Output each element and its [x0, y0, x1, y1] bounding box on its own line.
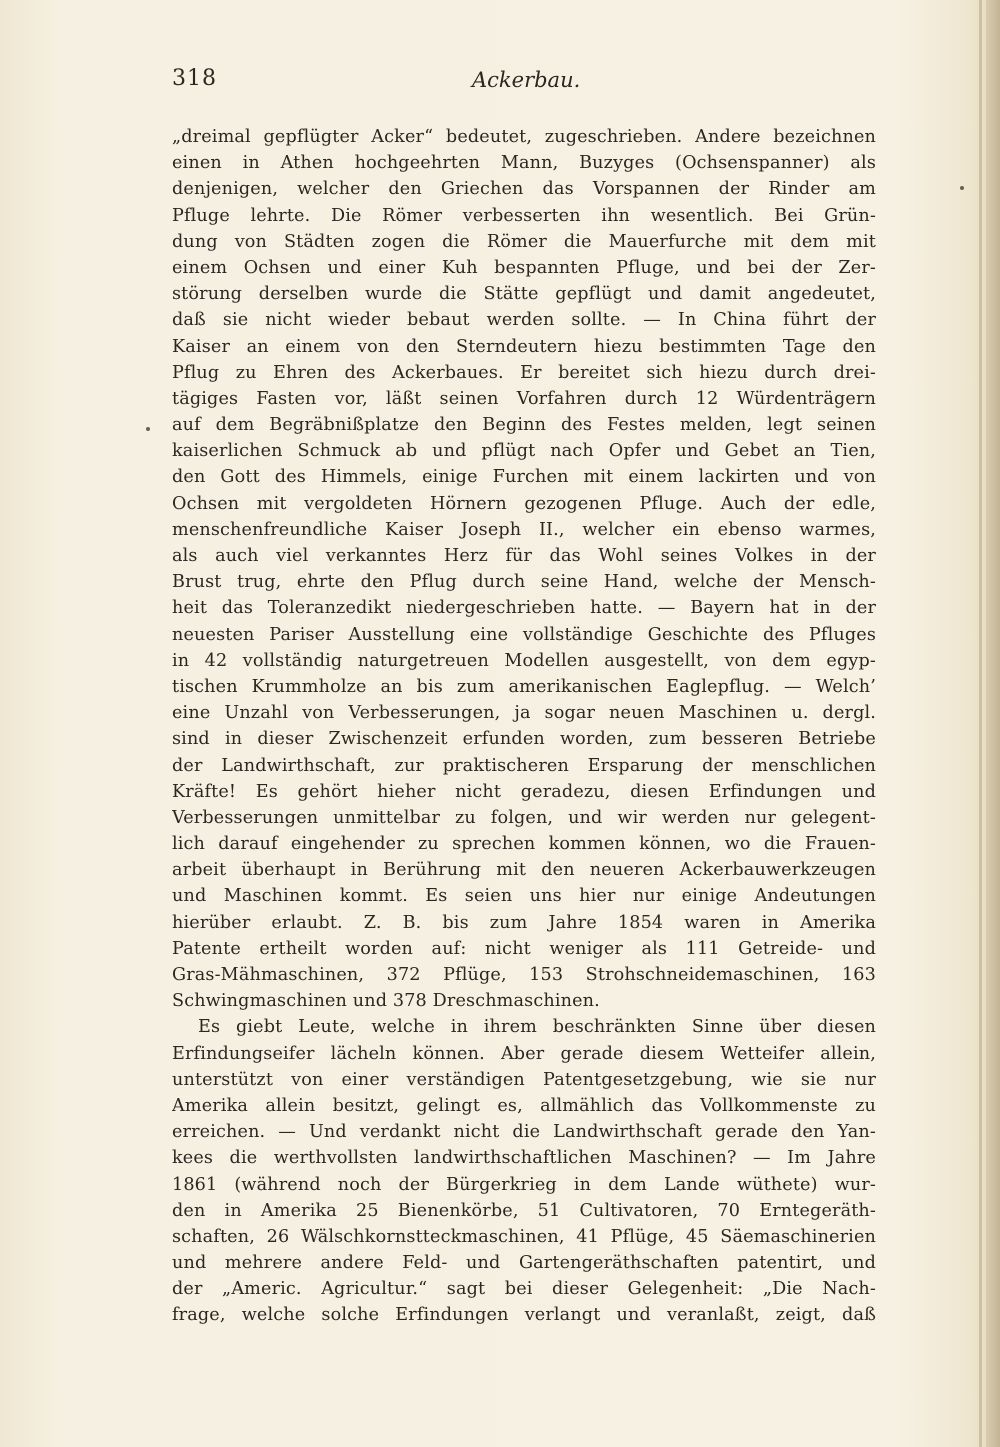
text-line: auf dem Begräbnißplatze den Beginn des Festes melden, legt seinen: [172, 415, 876, 436]
text-line: schaften, 26 Wälschkornstteckmaschinen, 41 Pflüge, 45 Säemaschinerien: [172, 1226, 876, 1247]
text-line: Verbesserungen unmittelbar zu folgen, und wir werden nur gelegent-: [172, 807, 876, 828]
text-line: den Gott des Himmels, einige Furchen mit einem lackirten und von: [172, 467, 876, 488]
text-line: Ochsen mit vergoldeten Hörnern gezogenen Pfluge. Auch der edle,: [172, 493, 876, 514]
text-line: hierüber erlaubt. Z. B. bis zum Jahre 1854 waren in Amerika: [172, 912, 876, 933]
text-line: in 42 vollständig naturgetreuen Modellen ausgestellt, von dem egyp-: [172, 650, 876, 671]
text-line: Erfindungseifer lächeln können. Aber gerade diesem Wetteifer allein,: [172, 1043, 876, 1064]
text-line: störung derselben wurde die Stätte gepflügt und damit angedeutet,: [172, 284, 876, 305]
text-line: einen in Athen hochgeehrten Mann, Buzyges (Ochsenspanner) als: [172, 153, 876, 174]
text-line: Gras-Mähmaschinen, 372 Pflüge, 153 Strohschneidemaschinen, 163: [172, 965, 876, 985]
text-line: menschenfreundliche Kaiser Joseph II., welcher ein ebenso warmes,: [172, 519, 876, 540]
margin-speck: [146, 427, 150, 431]
body-text: [172, 124, 876, 1329]
page-gutter-line: [979, 0, 982, 1447]
text-line: Amerika allein besitzt, gelingt es, allmählich das Vollkommenste zu: [172, 1095, 876, 1116]
text-line: heit das Toleranzedikt niedergeschrieben hatte. — Bayern hat in der: [172, 598, 876, 619]
text-line: der Landwirthschaft, zur praktischeren Ersparung der menschlichen: [172, 755, 876, 776]
text-line: frage, welche solche Erfindungen verlangt und veranlaßt, zeigt, daß: [172, 1305, 876, 1326]
page-number: 318: [172, 66, 217, 91]
text-line: Kräfte! Es gehört hieher nicht geradezu, diesen Erfindungen und: [172, 781, 876, 802]
text-line: als auch viel verkanntes Herz für das Wohl seines Volkes in der: [172, 546, 876, 566]
text-line: Pfluge lehrte. Die Römer verbesserten ihn wesentlich. Bei Grün-: [172, 205, 876, 226]
text-line: tägiges Fasten vor, läßt seinen Vorfahren durch 12 Würdenträgern: [172, 388, 876, 409]
text-line: unterstützt von einer verständigen Patentgesetzgebung, wie sie nur: [172, 1069, 876, 1090]
text-line: dung von Städten zogen die Römer die Mauerfurche mit dem mit: [172, 231, 876, 252]
text-line: tischen Krummholze an bis zum amerikanischen Eaglepflug. — Welch’: [172, 676, 876, 697]
text-line: „dreimal gepflügter Acker“ bedeutet, zugeschrieben. Andere bezeichnen: [172, 127, 876, 147]
text-line: erreichen. — Und verdankt nicht die Landwirthschaft gerade den Yan-: [172, 1122, 876, 1143]
page-edge-shadow: [986, 0, 1000, 1447]
text-line: Patente ertheilt worden auf: nicht weniger als 111 Getreide- und: [172, 938, 876, 959]
text-line: Brust trug, ehrte den Pflug durch seine Hand, welche der Mensch-: [172, 572, 876, 593]
text-line: Pflug zu Ehren des Ackerbaues. Er bereitet sich hiezu durch drei-: [172, 362, 876, 383]
text-line: einem Ochsen und einer Kuh bespannten Pfluge, und bei der Zer-: [172, 257, 876, 278]
text-line: Schwingmaschinen und 378 Dreschmaschinen.: [172, 991, 600, 1012]
text-line: neuesten Pariser Ausstellung eine vollständige Geschichte des Pfluges: [172, 624, 876, 645]
text-line: der „Americ. Agricultur.“ sagt bei dieser Gelegenheit: „Die Nach-: [172, 1279, 876, 1300]
text-line: daß sie nicht wieder bebaut werden sollte. — In China führt der: [172, 310, 876, 331]
text-line: denjenigen, welcher den Griechen das Vorspannen der Rinder am: [172, 179, 876, 200]
text-line: sind in dieser Zwischenzeit erfunden worden, zum besseren Betriebe: [172, 729, 876, 750]
text-line: Es giebt Leute, welche in ihrem beschränkten Sinne über diesen: [198, 1017, 876, 1038]
text-line: und mehrere andere Feld- und Gartengeräthschaften patentirt, und: [172, 1253, 876, 1274]
text-line: kaiserlichen Schmuck ab und pflügt nach Opfer und Gebet an Tien,: [172, 441, 876, 462]
page-header: [172, 66, 878, 106]
text-line: den in Amerika 25 Bienenkörbe, 51 Cultivatoren, 70 Erntegeräth-: [172, 1200, 876, 1221]
text-line: arbeit überhaupt in Berührung mit den neueren Ackerbauwerkzeugen: [172, 860, 876, 881]
text-line: eine Unzahl von Verbesserungen, ja sogar neuen Maschinen u. dergl.: [172, 703, 876, 724]
text-line: lich darauf eingehender zu sprechen kommen können, wo die Frauen-: [172, 834, 876, 855]
running-head: Ackerbau.: [472, 68, 581, 92]
text-line: kees die werthvollsten landwirthschaftlichen Maschinen? — Im Jahre: [172, 1148, 876, 1169]
text-line: 1861 (während noch der Bürgerkrieg in dem Lande wüthete) wur-: [172, 1174, 876, 1195]
text-line: Kaiser an einem von den Sterndeutern hiezu bestimmten Tage den: [172, 336, 876, 357]
margin-speck: [960, 186, 964, 190]
text-line: und Maschinen kommt. Es seien uns hier nur einige Andeutungen: [172, 886, 876, 907]
